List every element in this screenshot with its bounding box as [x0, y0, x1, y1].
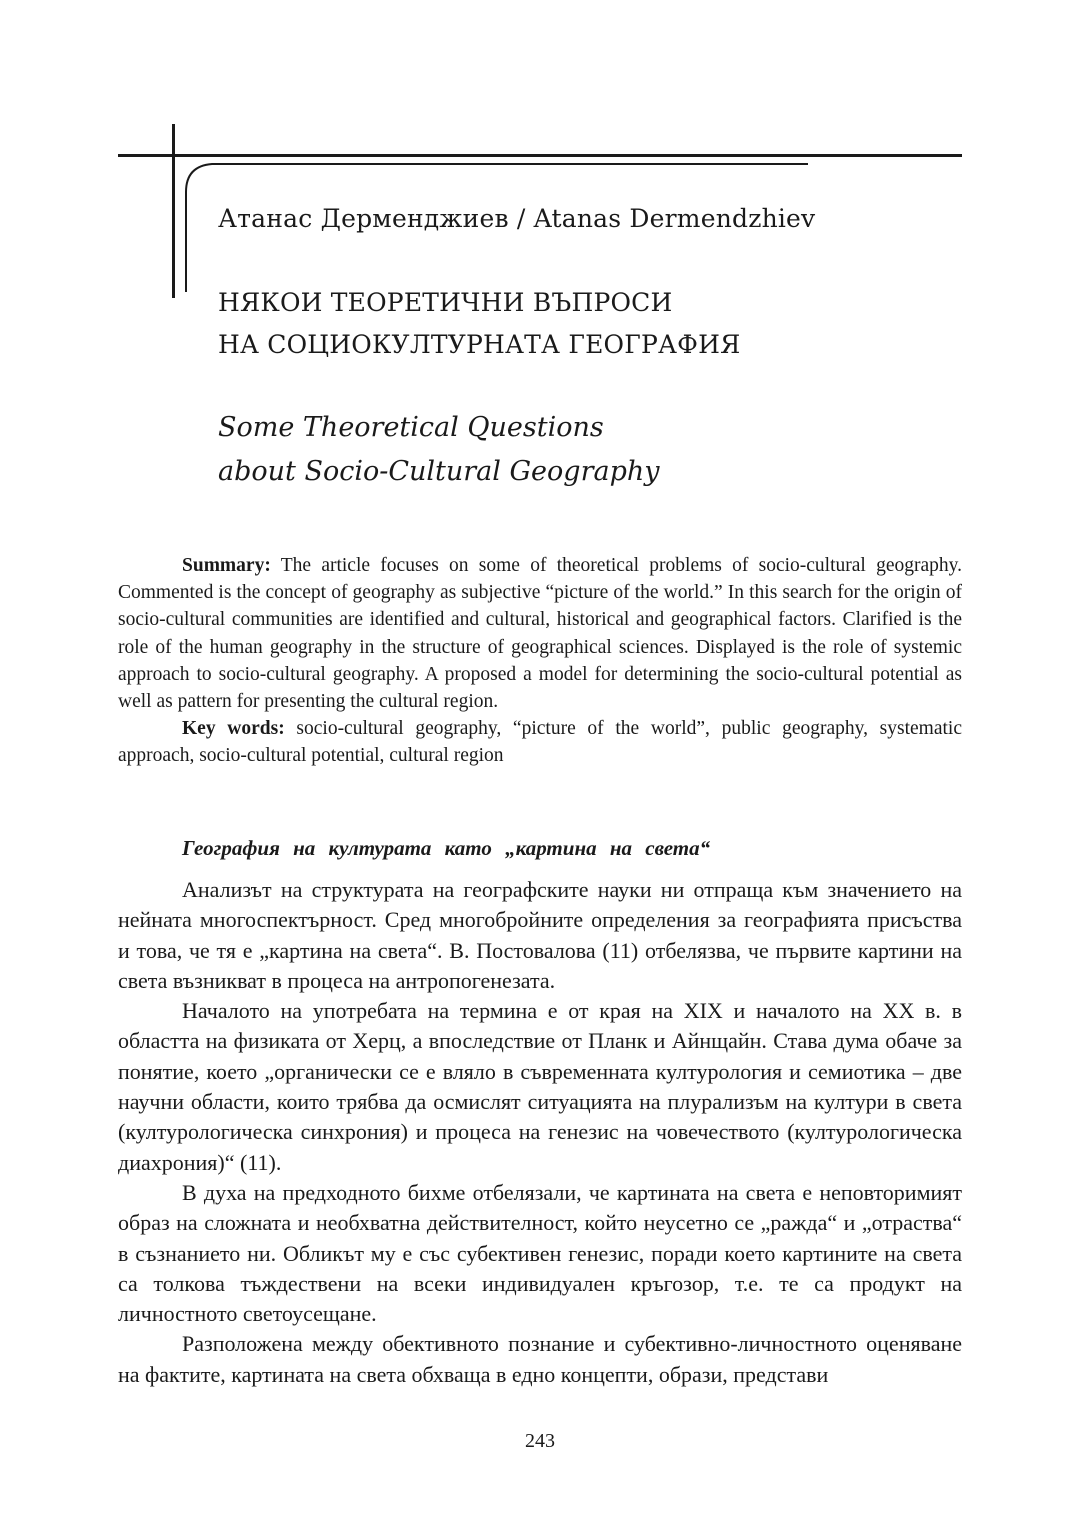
summary-label: Summary: — [182, 555, 271, 576]
body-paragraph: Разположена между обективното познание и субективно-личностното оценяване на фактите, картината на света обхваща в едно концепти, образи, представи — [118, 1331, 962, 1387]
body-text — [118, 875, 962, 1390]
title-bulgarian-line-2: НА СОЦИОКУЛТУРНАТА ГЕОГРАФИЯ — [218, 330, 741, 359]
body-paragraph: Анализът на структурата на географските науки ни отпраща към значението на нейната многоспектърност. Сред многобройните определения за географията присъства и това, че тя е „картина на света“. В. Постовалова (11) отбелязва, че първите картини на света възникват в процеса на антропогенезата. — [118, 877, 962, 993]
title-english-line-2: about Socio-Cultural Geography — [218, 456, 660, 487]
body-paragraph: В духа на предходното бихме отбелязали, че картината на света е неповторимият образ на сложната и необхватна действителност, който неусетно се „ражда“ и „отраства“ в съзнанието ни. Обликът му е със субективен генезис, поради което картините на света са толкова тъждествени на всеки индивидуален кръгозор, т.е. те са продукт на личностното светоусещане. — [118, 1179, 962, 1327]
title-english-line-1: Some Theoretical Questions — [218, 412, 604, 443]
section-heading: География на културата като „картина на света“ — [182, 836, 711, 860]
author-name: Атанас Дерменджиев / Atanas Dermendzhiev — [218, 204, 816, 233]
summary-text: The article focuses on some of theoretical problems of socio-cultural geography. Commented is the concept of geography as subjective “picture of the world.” In this search for the origin of socio-cultural communities are identified and cultural, historical and geographical factors. Clarified is the role of the human geography in the structure of geographical sciences. Displayed is the role of systemic approach to socio-cultural geography. A proposed a model for determining the socio-cultural potential as well as pattern for presenting the cultural region. — [118, 555, 963, 713]
keywords-paragraph — [118, 715, 962, 769]
title-bulgarian-line-1: НЯКОИ ТЕОРЕТИЧНИ ВЪПРОСИ — [218, 288, 673, 317]
abstract — [118, 552, 962, 770]
keywords-label: Key words: — [182, 718, 285, 740]
body-paragraph: Началото на употребата на термина е от края на XIX и началото на XX в. в областта на физиката от Херц, а впоследствие от Планк и Айнщайн. Става дума обаче за понятие, което „органически се е вляло в съвременната културология и семиотика – две научни области, които трябва да осмислят ситуацията на плурализъм на култури в света (културологическа синхрония) и процеса на генезис на човечеството (културологическа диахрония)“ (11). — [118, 998, 962, 1175]
keywords-text: socio-cultural geography, “picture of the world”, public geography, systematic approach, socio-cultural potential, cultural region — [118, 718, 962, 767]
page-number: 243 — [525, 1430, 555, 1452]
summary-paragraph — [118, 552, 962, 715]
